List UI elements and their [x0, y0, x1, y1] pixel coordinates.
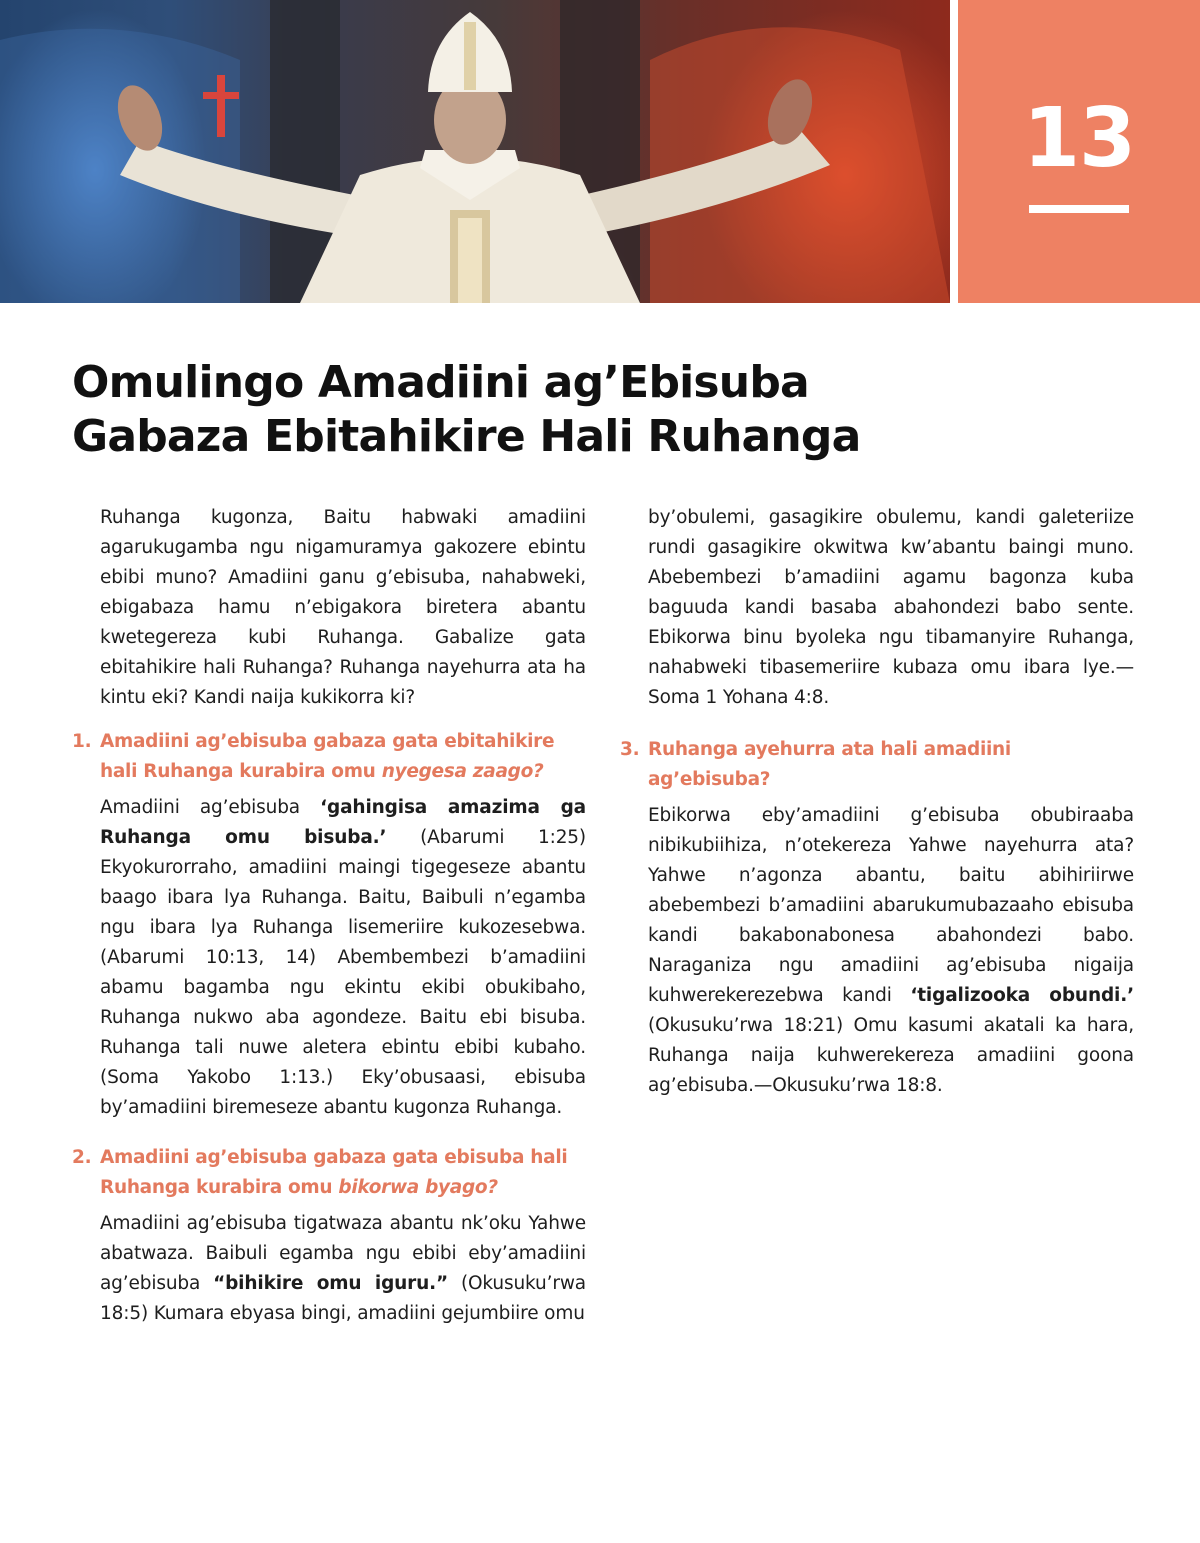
answer-quote-bold: ‘tigalizooka obundi.’ [910, 985, 1135, 1006]
question-text [100, 1143, 586, 1203]
question-number: 1. [72, 731, 92, 752]
question-text [648, 735, 1134, 795]
question-text-plain: Amadiini ag’ebisuba gabaza gata ebisuba hali Ruhanga kurabira omu [100, 1147, 568, 1198]
answer-text: Amadiini ag’ebisuba tigatwaza abantu nk’oku Yahwe abatwaza. Baibuli egamba ngu ebibi eby’amadiini ag’ebisuba [100, 1213, 586, 1294]
title-line-1: Omulingo Amadiini ag’Ebisuba [72, 357, 809, 408]
lesson-underline [1029, 205, 1129, 213]
question-3 [620, 735, 1134, 795]
intro-paragraph: Ruhanga kugonza, Baitu habwaki amadiini agarukugamba ngu nigamuramya gakozere ebintu ebibi muno? Amadiini ganu g’ebisuba, nahabweki, ebigabaza hamu n’ebigakora biretera abantu kwetegereza kubi Ruhanga. Gabalize gata ebitahikire hali Ruhanga? Ruhanga nayehurra ata ha kintu eki? Kandi naija kukikorra ki? [100, 507, 586, 708]
question-2 [72, 1143, 586, 1203]
answer-text: Amadiini ag’ebisuba [100, 797, 321, 818]
answer-paragraph-3 [620, 801, 1134, 1101]
question-text [100, 727, 586, 787]
answer-paragraph-2-continued [620, 503, 1134, 713]
question-number: 3. [620, 739, 640, 760]
priest-illustration [0, 0, 950, 303]
header-photo [0, 0, 950, 303]
answer-text: by’obulemi, gasagikire obulemu, kandi galeteriize rundi gasagikire okwitwa kw’abantu baingi muno. Abebembezi b’amadiini agamu bagonza kuba baguuda kandi basaba abahondezi babo sente. Ebikorwa binu byoleka ngu tibamanyire Ruhanga, nahabweki tibasemeriire kubaza omu ibara lye.—Soma 1 Yohana 4:8. [648, 507, 1134, 708]
answer-text: Ebikorwa eby’amadiini g’ebisuba obubiraaba nibikubiihiza, n’otekereza Yahwe nayehurra ata? Yahwe n’agonza abantu, baitu abihiriirwe abebembezi b’amadiini abarukumubazaaho ebisuba kandi bakabonabonesa abahondezi babo. Naraganiza ngu amadiini ag’ebisuba nigaija kuhwerekerezebwa kandi [648, 805, 1134, 1006]
question-1 [72, 727, 586, 787]
right-column [620, 503, 1134, 1101]
question-text-plain: Amadiini ag’ebisuba gabaza gata ebitahikire hali Ruhanga kurabira omu [100, 731, 555, 782]
answer-text: (Okusuku’rwa 18:5) Kumara ebyasa bingi, amadiini gejumbiire omu [100, 1273, 586, 1324]
question-text-emphasis: bikorwa byago? [338, 1177, 498, 1198]
answer-paragraph-1 [72, 793, 586, 1123]
question-text-plain: Ruhanga ayehurra ata hali amadiini ag’ebisuba? [648, 739, 1011, 790]
lesson-badge [958, 0, 1200, 303]
answer-quote-bold: “bihikire omu iguru.” [213, 1273, 449, 1294]
left-column [72, 503, 586, 1329]
title-line-2: Gabaza Ebitahikire Hali Ruhanga [72, 411, 861, 462]
answer-paragraph-2 [72, 1209, 586, 1329]
question-text-emphasis: nyegesa zaago? [381, 761, 544, 782]
answer-text: (Abarumi 1:25) Ekyokurorraho, amadiini maingi tigegeseze abantu baago ibara lya Ruhanga. Baitu, Baibuli n’egamba ngu ibara lya Ruhanga lisemeriire kukozesebwa. (Abarumi 10:13, 14) Abembembezi b’amadiini abamu bagamba ngu ekintu ekibi obukibaho, Ruhanga nukwo aba agondeze. Baitu ebi bisuba. Ruhanga tali nuwe aletera ebintu ebibi kubaho. (Soma Yakobo 1:13.) Eky’obusaasi, ebisuba by’amadiini biremeseze abantu kugonza Ruhanga. [100, 827, 586, 1118]
question-number: 2. [72, 1147, 92, 1168]
page-title [72, 356, 952, 464]
answer-quote-bold: ‘gahingisa amazima ga Ruhanga omu bisuba.’ [100, 797, 586, 848]
lesson-number: 13 [1022, 91, 1136, 186]
answer-text: (Okusuku’rwa 18:21) Omu kasumi akatali ka hara, Ruhanga naija kuhwerekereza amadiini goona ag’ebisuba.—Okusuku’rwa 18:8. [648, 1015, 1134, 1096]
